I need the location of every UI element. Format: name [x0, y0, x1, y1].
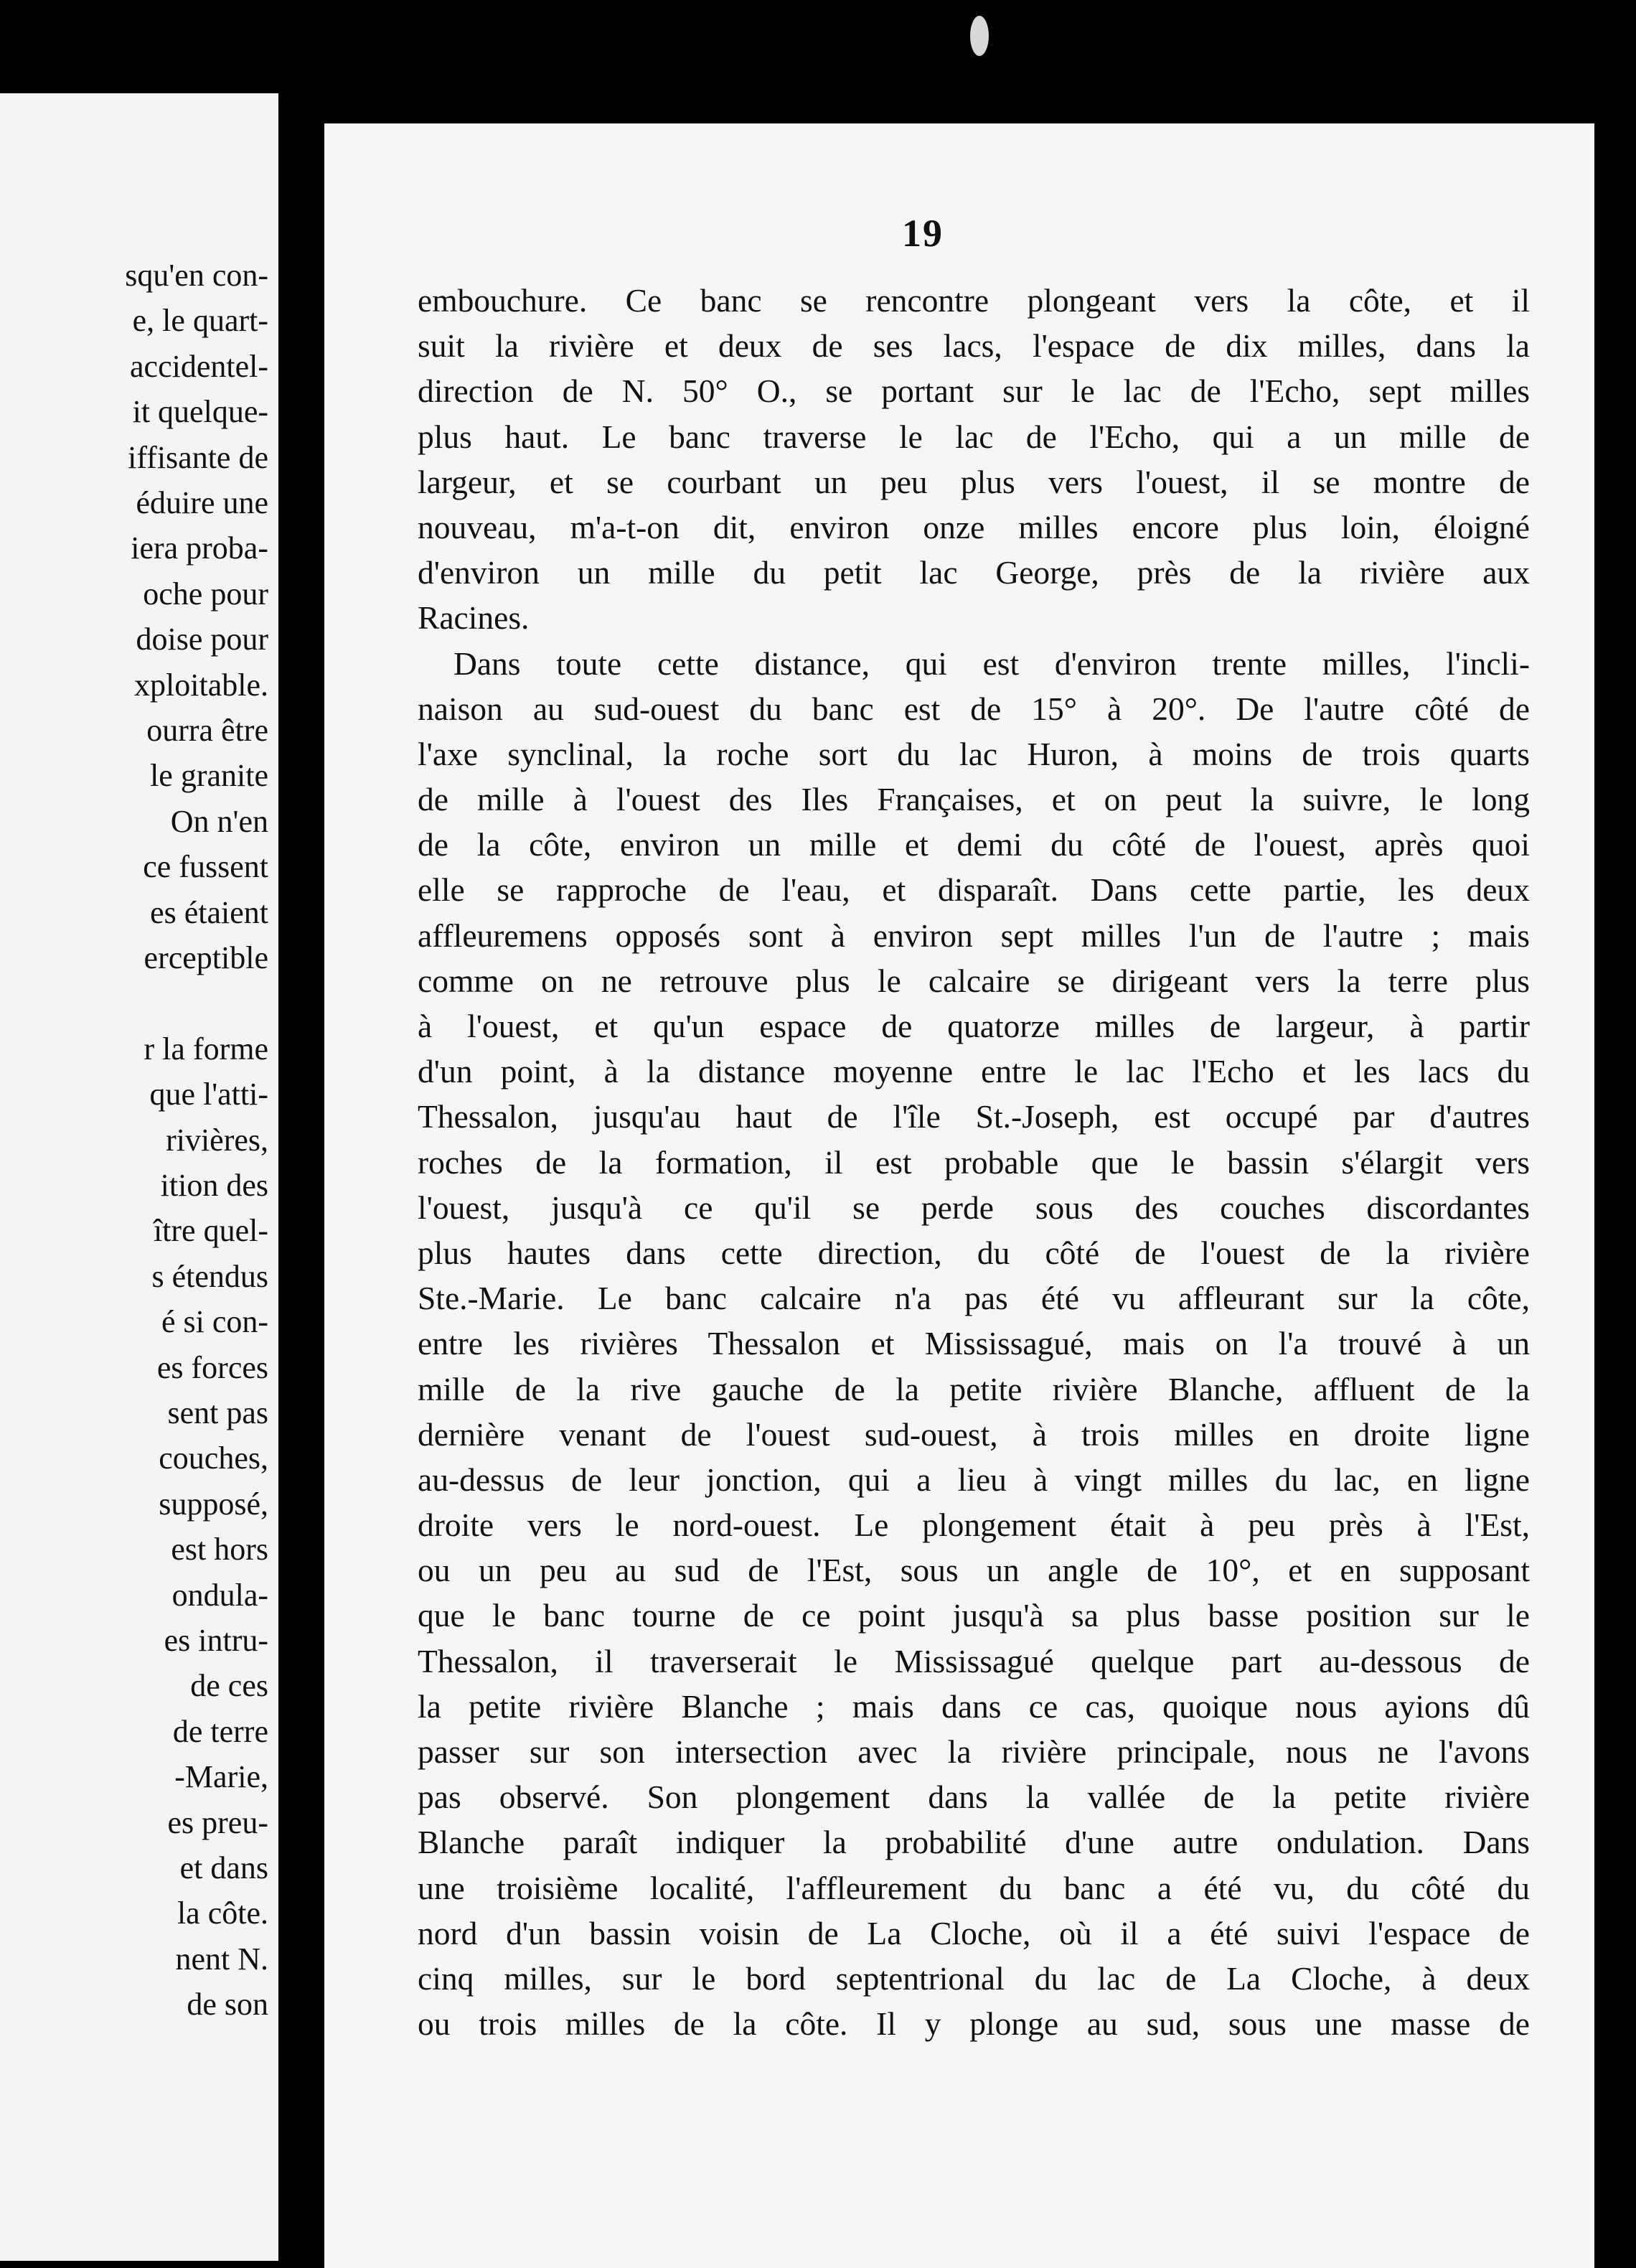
text-line: roches de la formation, il est probable que le bassin s'élargit vers: [418, 1143, 1530, 1181]
left-page-line: é si con-: [161, 1304, 268, 1340]
text-line: que le banc tourne de ce point jusqu'à sa plus basse position sur le: [418, 1597, 1530, 1634]
text-line: ou trois milles de la côte. Il y plonge au sud, sous une masse de: [418, 2005, 1530, 2043]
text-line: nord d'un bassin voisin de La Cloche, où il a été suivi l'espace de: [418, 1914, 1530, 1951]
text-line: largeur, et se courbant un peu plus vers l'ouest, il se montre de: [418, 463, 1530, 500]
left-page-line: est hors: [171, 1532, 268, 1568]
left-page-line: de terre: [172, 1713, 268, 1749]
left-page-line: doise pour: [136, 622, 268, 657]
left-page-line: couches,: [159, 1440, 268, 1476]
text-line: elle se rapproche de l'eau, et disparaît. Dans cette partie, les deux: [418, 871, 1530, 909]
left-page-line: et dans: [179, 1850, 268, 1885]
left-page-line: ître quel-: [153, 1213, 268, 1249]
left-page-line: nent N.: [175, 1941, 268, 1977]
text-line: Dans toute cette distance, qui est d'environ trente milles, l'incli-: [453, 645, 1530, 682]
left-page-line: On n'en: [170, 803, 268, 839]
left-page-line: -Marie,: [174, 1759, 268, 1795]
text-line: Thessalon, il traverserait le Mississagué quelque part au-dessous de: [418, 1642, 1530, 1679]
left-page-line: s étendus: [151, 1258, 268, 1294]
text-line: de la côte, environ un mille et demi du côté de l'ouest, après quoi: [418, 826, 1530, 863]
left-page-line: it quelque-: [132, 394, 268, 430]
text-line: comme on ne retrouve plus le calcaire se dirigeant vers la terre plus: [418, 962, 1530, 999]
text-line: l'axe synclinal, la roche sort du lac Huron, à moins de trois quarts: [418, 735, 1530, 772]
text-line: droite vers le nord-ouest. Le plongement était à peu près à l'Est,: [418, 1506, 1530, 1544]
text-line: pas observé. Son plongement dans la vallée de la petite rivière: [418, 1779, 1530, 1816]
left-page-line: le granite: [150, 758, 268, 794]
left-page-line: ition des: [160, 1168, 268, 1203]
left-page-line: accidentel-: [130, 348, 268, 384]
text-line: d'un point, à la distance moyenne entre le lac l'Echo et les lacs du: [418, 1053, 1530, 1090]
text-line: ou un peu au sud de l'Est, sous un angle de 10°, et en supposant: [418, 1552, 1530, 1589]
text-line: l'ouest, jusqu'à ce qu'il se perde sous des couches discordantes: [418, 1189, 1530, 1226]
left-page-line: es preu-: [167, 1804, 268, 1840]
text-line: la petite rivière Blanche ; mais dans ce cas, quoique nous ayions dû: [418, 1687, 1530, 1725]
scan-speck: [970, 16, 989, 56]
left-page-line: es étaient: [150, 894, 268, 930]
left-page-line: la côte.: [177, 1896, 268, 1931]
left-page-line: ourra être: [146, 713, 268, 748]
left-page-line: squ'en con-: [125, 258, 268, 293]
text-line: Racines.: [418, 599, 530, 637]
left-page-line: es forces: [156, 1349, 268, 1385]
left-page-line: r la forme: [144, 1031, 268, 1067]
left-page-line: iffisante de: [128, 439, 268, 475]
body-text: [418, 278, 1530, 2046]
left-page-line: e, le quart-: [132, 303, 268, 339]
text-line: de mille à l'ouest des Iles Françaises, et on peut la suivre, le long: [418, 781, 1530, 818]
text-line: d'environ un mille du petit lac George, près de la rivière aux: [418, 554, 1530, 591]
left-page-line: de son: [187, 1987, 268, 2023]
text-line: plus hautes dans cette direction, du côté de l'ouest de la rivière: [418, 1234, 1530, 1271]
text-line: Blanche paraît indiquer la probabilité d'une autre ondulation. Dans: [418, 1824, 1530, 1861]
left-facing-page: [0, 93, 278, 2261]
right-page: [324, 123, 1594, 2268]
text-line: à l'ouest, et qu'un espace de quatorze milles de largeur, à partir: [418, 1008, 1530, 1044]
text-line: mille de la rive gauche de la petite rivière Blanche, affluent de la: [418, 1370, 1530, 1407]
text-line: cinq milles, sur le bord septentrional du lac de La Cloche, à deux: [418, 1959, 1530, 1997]
text-line: direction de N. 50° O., se portant sur le lac de l'Echo, sept milles: [418, 372, 1530, 410]
text-line: dernière venant de l'ouest sud-ouest, à trois milles en droite ligne: [418, 1415, 1530, 1453]
text-line: nouveau, m'a-t-on dit, environ onze milles encore plus loin, éloigné: [418, 508, 1530, 545]
left-page-line: iera proba-: [131, 530, 268, 566]
left-page-line: de ces: [190, 1668, 268, 1704]
left-page-line: es intru-: [164, 1623, 268, 1658]
left-page-line: rivières,: [166, 1122, 268, 1158]
left-page-line: éduire une: [136, 485, 268, 520]
text-line: naison au sud-ouest du banc est de 15° à 20°. De l'autre côté de: [418, 690, 1530, 727]
text-line: embouchure. Ce banc se rencontre plongeant vers la côte, et il: [418, 282, 1530, 319]
text-line: une troisième localité, l'affleurement du banc a été vu, du côté du: [418, 1869, 1530, 1906]
page-number: 19: [902, 212, 944, 255]
left-page-line: sent pas: [167, 1395, 268, 1430]
left-page-line: supposé,: [159, 1486, 268, 1522]
left-page-line: oche pour: [143, 576, 268, 611]
left-page-line: ce fussent: [143, 849, 268, 885]
left-page-line: ondula-: [171, 1577, 268, 1613]
text-line: plus haut. Le banc traverse le lac de l'Echo, qui a un mille de: [418, 418, 1530, 455]
text-line: suit la rivière et deux de ses lacs, l'espace de dix milles, dans la: [418, 327, 1530, 365]
text-line: Ste.-Marie. Le banc calcaire n'a pas été vu affleurant sur la côte,: [418, 1280, 1530, 1317]
left-page-line: que l'atti-: [149, 1077, 268, 1112]
left-page-line: erceptible: [144, 940, 268, 975]
text-line: Thessalon, jusqu'au haut de l'île St.-Joseph, est occupé par d'autres: [418, 1098, 1530, 1135]
text-line: au-dessus de leur jonction, qui a lieu à vingt milles du lac, en ligne: [418, 1461, 1530, 1498]
left-page-line: xploitable.: [134, 667, 268, 703]
text-line: passer sur son intersection avec la rivière principale, nous ne l'avons: [418, 1733, 1530, 1770]
text-line: affleuremens opposés sont à environ sept milles l'un de l'autre ; mais: [418, 917, 1530, 954]
text-line: entre les rivières Thessalon et Mississagué, mais on l'a trouvé à un: [418, 1325, 1530, 1362]
